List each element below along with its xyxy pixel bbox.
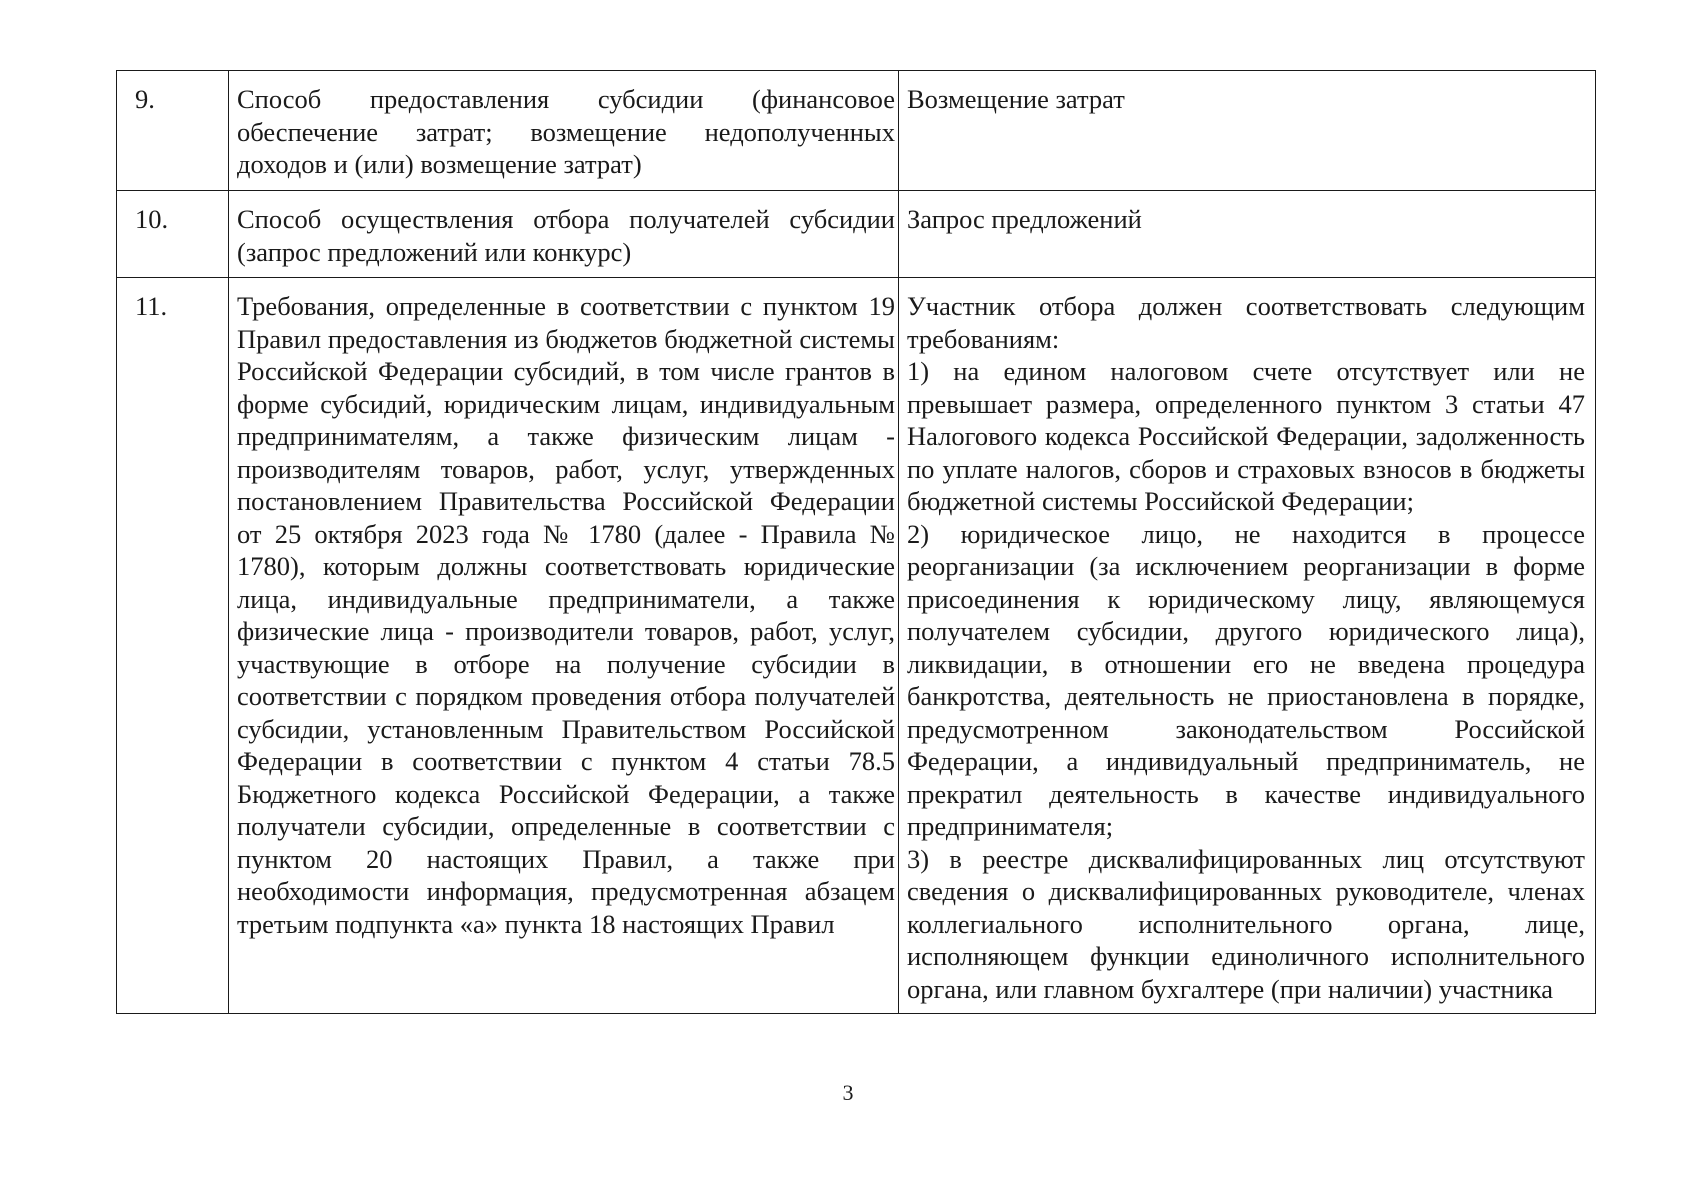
requirement-item: 3) в реестре дисквалифицированных лиц отсутствуют сведения о дисквалифицированных руководителе, членах коллегиального исполнительного органа, лице, исполняющем функции единоличного исполнительного органа, или главном бухгалтере (при наличии) участника [907,843,1585,1004]
row-number: 11. [117,278,229,1014]
requirements-table [116,70,1596,1014]
table-row [117,71,1596,191]
value-cell [899,278,1596,1014]
page-number: 3 [842,1080,854,1105]
parameter-cell: Способ предоставления субсидии (финансовое обеспечение затрат; возмещение недополученных доходов и (или) возмещение затрат) [229,71,899,191]
row-number: 10. [117,191,229,278]
parameter-cell: Способ осуществления отбора получателей субсидии (запрос предложений или конкурс) [229,191,899,278]
requirements-intro: Участник отбора должен соответствовать следующим требованиям: [907,291,1585,354]
value-cell: Запрос предложений [899,191,1596,278]
value-cell: Возмещение затрат [899,71,1596,191]
parameter-cell: Требования, определенные в соответствии с пунктом 19 Правил предоставления из бюджетов бюджетной системы Российской Федерации субсидий, в том числе грантов в форме субсидий, юридическим лицам, индивидуальным предпринимателям, а также физическим лицам - производителям товаров, работ, услуг, утвержденных постановлением Правительства Российской Федерации от 25 октября 2023 года № 1780 (далее - Правила № 1780), которым должны соответствовать юридические лица, индивидуальные предприниматели, а также физические лица - производители товаров, работ, услуг, участвующие в отборе на получение субсидии в соответствии с порядком проведения отбора получателей субсидии, установленным Правительством Российской Федерации в соответствии с пунктом 4 статьи 78.5 Бюджетного кодекса Российской Федерации, а также получатели субсидии, определенные в соответствии с пунктом 20 настоящих Правил, а также при необходимости информация, предусмотренная абзацем третьим подпункта «а» пункта 18 настоящих Правил [229,278,899,1014]
table-row [117,278,1596,1014]
requirement-item: 2) юридическое лицо, не находится в процессе реорганизации (за исключением реорганизации в форме присоединения к юридическому лицу, являющемуся получателем субсидии, другого юридического лица), ликвидации, в отношении его не введена процедура банкротства, деятельность не приостановлена в порядке, предусмотренном законодательством Российской Федерации, а индивидуальный предприниматель, не прекратил деятельность в качестве индивидуального предпринимателя; [907,518,1585,841]
table-row [117,191,1596,278]
row-number: 9. [117,71,229,191]
requirement-item: 1) на едином налоговом счете отсутствует или не превышает размера, определенного пунктом 3 статьи 47 Налогового кодекса Российской Федерации, задолженность по уплате налогов, сборов и страховых взносов в бюджеты бюджетной системы Российской Федерации; [907,356,1585,516]
